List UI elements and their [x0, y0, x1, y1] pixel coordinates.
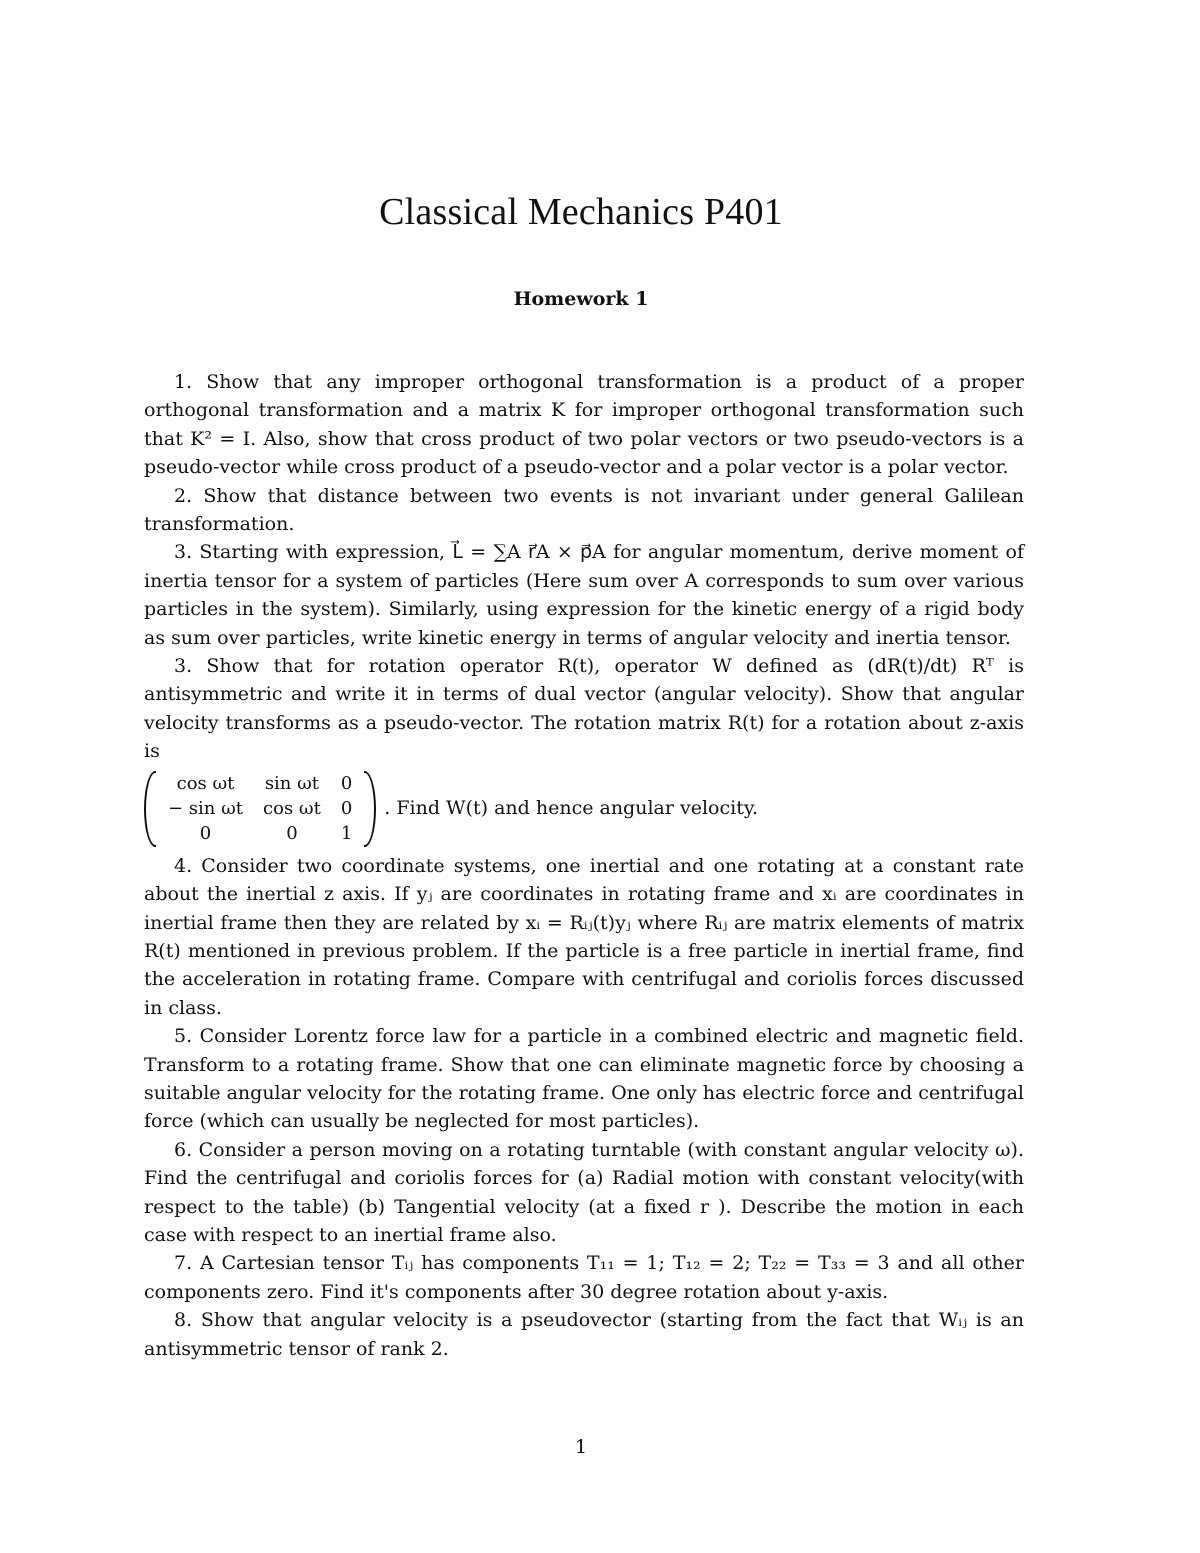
rotation-matrix	[144, 769, 376, 849]
problem-7: 7. A Cartesian tensor Tᵢⱼ has components T₁₁ = 1; T₁₂ = 2; T₂₂ = T₃₃ = 3 and all other components zero. Find it's components after 30 degree rotation about y-axis.	[144, 1252, 1024, 1303]
matrix-cell: sin ωt	[264, 772, 320, 794]
problem-8: 8. Show that angular velocity is a pseudovector (starting from the fact that Wᵢⱼ is an antisymmetric tensor of rank 2.	[144, 1309, 1024, 1360]
problem-1: 1. Show that any improper orthogonal transformation is a product of a proper orthogonal transformation and a matrix K for improper orthogonal transformation such that K² = I. Also, show that cross product of two polar vectors or two pseudo-vectors is a pseudo-vector while cross product of a pseudo-vector and a polar vector is a polar vector.	[144, 371, 1024, 479]
problem-5: 5. Consider Lorentz force law for a particle in a combined electric and magnetic field. Transform to a rotating frame. Show that one can eliminate magnetic force by choosing a suitable angular velocity for the rotating frame. One only has electric force and centrifugal force (which can usually be neglected for most particles).	[144, 1025, 1024, 1133]
matrix-cell: 1	[340, 822, 353, 844]
problem-3a: 3. Starting with expression, L⃗ = ∑A r⃗A × p⃗A for angular momentum, derive moment of inertia tensor for a system of particles (Here sum over A corresponds to sum over various particles in the system). Similarly, using expression for the kinetic energy of a rigid body as sum over particles, write kinetic energy in terms of angular velocity and inertia tensor.	[144, 541, 1024, 649]
matrix-cell: − sin ωt	[168, 797, 244, 819]
matrix-followup-text: . Find W(t) and hence angular velocity.	[384, 797, 759, 820]
matrix-cell: cos ωt	[176, 772, 235, 794]
matrix-cell: 0	[340, 772, 353, 794]
rotation-matrix-line	[144, 766, 1024, 852]
problem-6: 6. Consider a person moving on a rotating turntable (with constant angular velocity ω). Find the centrifugal and coriolis forces for (a) Radial motion with constant velocity(with respect to the table) (b) Tangential velocity (at a fixed r ). Describe the motion in each case with respect to an inertial frame also.	[144, 1138, 1024, 1246]
matrix-cell: 0	[340, 797, 353, 819]
matrix-cell: 0	[286, 822, 298, 844]
matrix-cell: 0	[199, 822, 212, 844]
matrix-cell: cos ωt	[263, 797, 321, 819]
problem-2: 2. Show that distance between two events is not invariant under general Galilean transformation.	[144, 484, 1024, 536]
page-number: 1	[574, 1436, 588, 1458]
problem-3b: 3. Show that for rotation operator R(t), operator W defined as (dR(t)/dt) Rᵀ is antisymmetric and write it in terms of dual vector (angular velocity). Show that angular velocity transforms as a pseudo-vector. The rotation matrix R(t) for a rotation about z-axis is	[144, 655, 1024, 763]
problem-4: 4. Consider two coordinate systems, one inertial and one rotating at a constant rate about the inertial z axis. If yⱼ are coordinates in rotating frame and xᵢ are coordinates in inertial frame then they are related by xᵢ = Rᵢⱼ(t)yⱼ where Rᵢⱼ are matrix elements of matrix R(t) mentioned in previous problem. If the particle is a free particle in inertial frame, find the acceleration in rotating frame. Compare with centrifugal and coriolis forces discussed in class.	[144, 854, 1024, 1019]
page-title: Classical Mechanics P401	[379, 191, 783, 233]
homework-heading: Homework 1	[513, 288, 649, 310]
problem-list	[144, 368, 1024, 1363]
